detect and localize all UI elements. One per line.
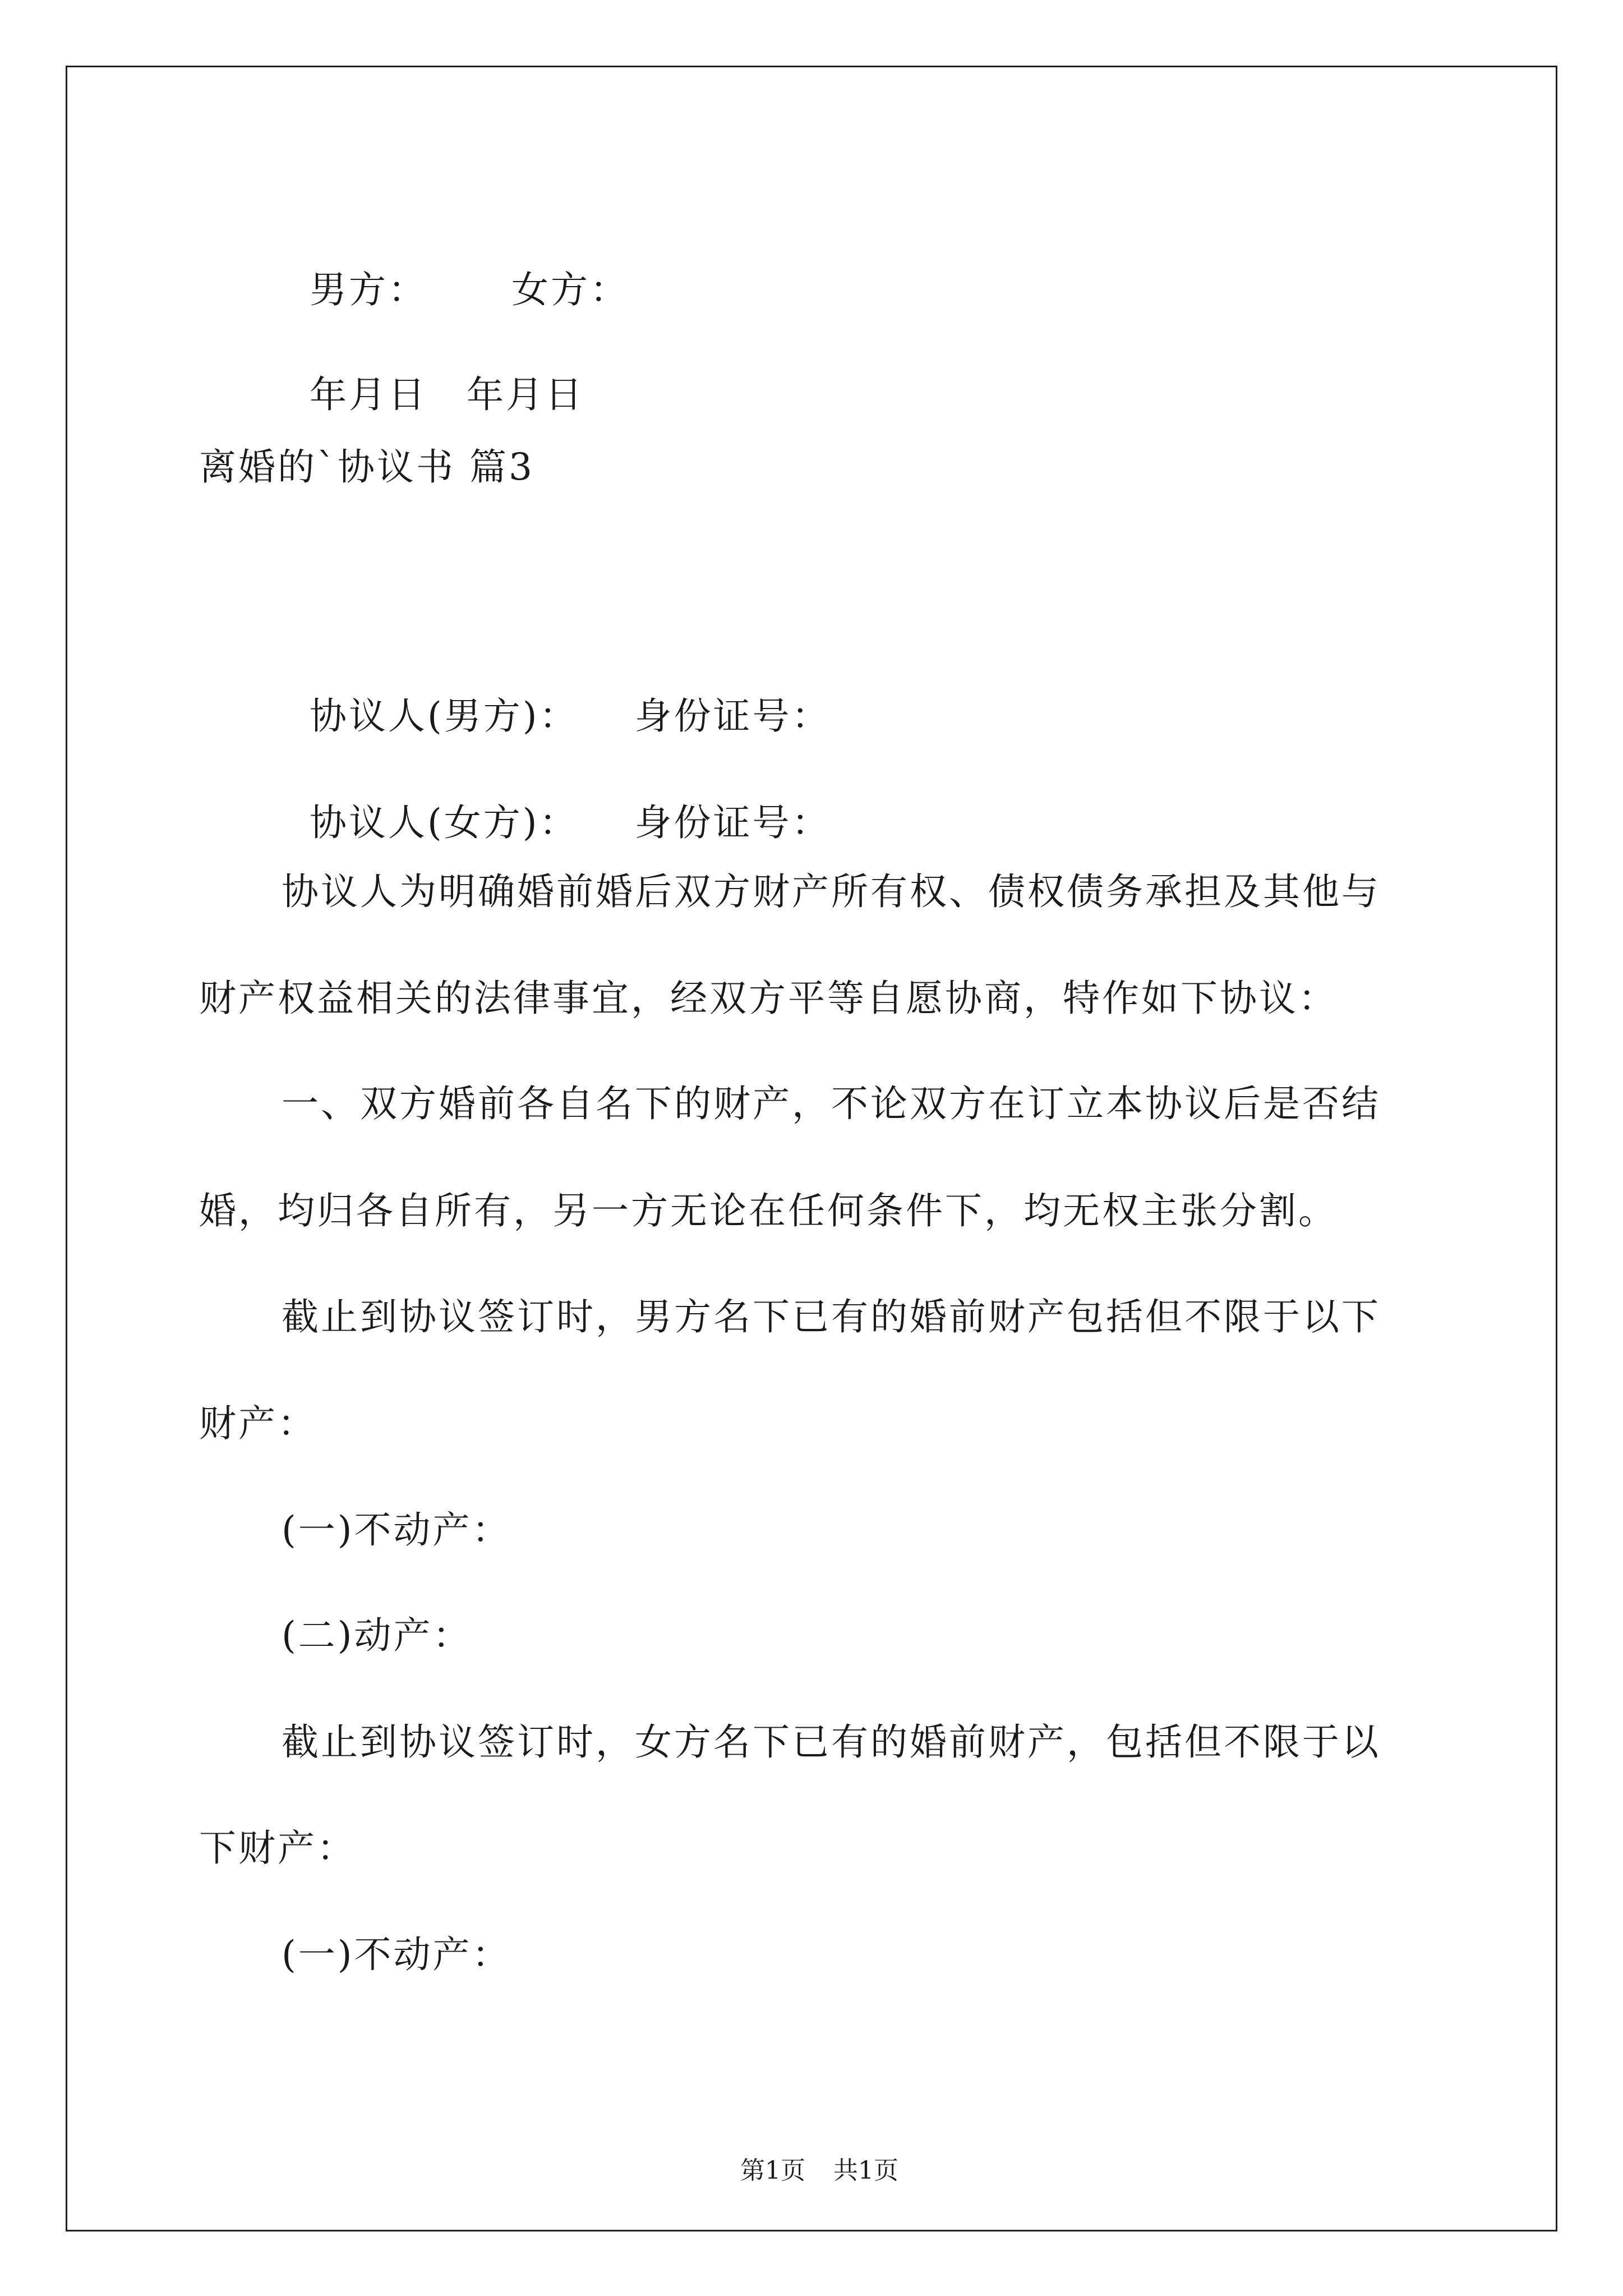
male-id-label: 身份证号： — [634, 694, 831, 738]
section-title: 离婚的`协议书 篇3 — [199, 445, 534, 489]
signature-dates-row — [282, 339, 584, 416]
male-party-label: 协议人(男方)： — [309, 694, 579, 738]
intro-paragraph-line-2: 财产权益相关的法律事宜，经双方平等自愿协商，特作如下协议： — [199, 977, 1338, 1020]
female-real-estate-item: (一)不动产： — [282, 1933, 511, 1976]
female-assets-line-1: 截止到协议签订时，女方名下已有的婚前财产，包括但不限于以 — [282, 1720, 1381, 1764]
signature-labels-row — [282, 234, 629, 309]
male-assets-line-1: 截止到协议签订时，男方名下已有的婚前财产包括但不限于以下 — [282, 1295, 1381, 1338]
clause-one-line-2: 婚，均归各自所有，另一方无论在任何条件下，均无权主张分割。 — [199, 1189, 1338, 1232]
female-signature-label: 女方： — [511, 268, 629, 311]
female-assets-line-2: 下财产： — [199, 1826, 356, 1870]
male-signature-date: 年月日 — [309, 373, 427, 416]
male-party-row — [282, 661, 831, 738]
page-number: 第1页 — [740, 2156, 805, 2185]
female-party-row — [282, 767, 831, 844]
male-movable-item: (二)动产： — [282, 1614, 472, 1657]
page-footer — [0, 2134, 1623, 2183]
female-party-label: 协议人(女方)： — [309, 801, 579, 844]
intro-paragraph-line-1: 协议人为明确婚前婚后双方财产所有权、债权债务承担及其他与 — [282, 870, 1381, 913]
male-assets-line-2: 财产： — [199, 1402, 317, 1445]
clause-one-line-1: 一、双方婚前各自名下的财产，不论双方在订立本协议后是否结 — [282, 1082, 1381, 1125]
female-id-label: 身份证号： — [634, 801, 831, 844]
female-signature-date: 年月日 — [466, 373, 584, 416]
male-signature-label: 男方： — [309, 268, 427, 311]
page-total: 共1页 — [833, 2156, 898, 2185]
male-real-estate-item: (一)不动产： — [282, 1508, 511, 1552]
